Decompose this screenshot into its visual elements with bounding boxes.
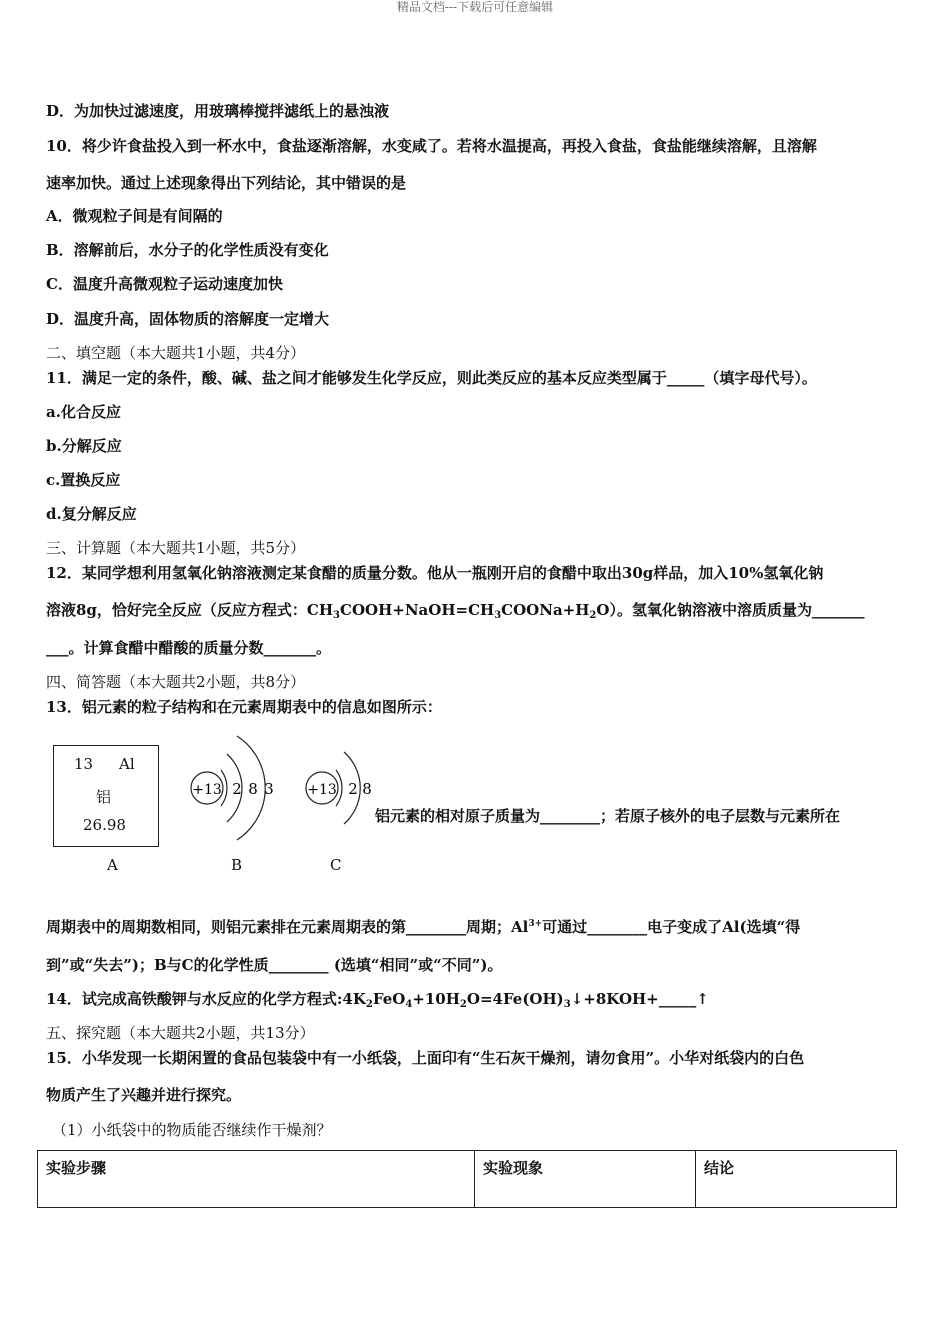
q12-text: O）。氢氧化钠溶液中溶质质量为_______: [596, 601, 865, 619]
q13-text-right: 铝元素的相对原子质量为________；若原子核外的电子层数与元素所在: [375, 807, 841, 825]
q13-text: 可通过________电子变成了Al(选填“得: [542, 918, 801, 936]
q10-stem-1: 10．将少许食盐投入到一杯水中，食盐逐渐溶解，水变咸了。若将水温提高，再投入食盐，食盐能继续溶解，且溶解: [46, 137, 817, 155]
q10-option-b: B．溶解前后，水分子的化学性质没有变化: [46, 241, 329, 259]
electron-count: 2: [348, 780, 358, 798]
electron-count: 3: [264, 780, 274, 798]
q13-stem: 13．铝元素的粒子结构和在元素周期表中的信息如图所示：: [46, 698, 442, 716]
q10-option-a: A．微观粒子间是有间隔的: [46, 207, 223, 225]
subscript: 2: [589, 610, 597, 621]
electron-count: 2: [232, 780, 242, 798]
q11-option-c: c.置换反应: [46, 471, 121, 489]
section-2-heading: 二、填空题（本大题共1小题，共4分）: [46, 344, 306, 362]
q9-option-d: D．为加快过滤速度，用玻璃棒搅拌滤纸上的悬浊液: [46, 102, 390, 120]
table-header-cell: 结论: [696, 1151, 897, 1208]
q14-text: 14．试完成高铁酸钾与水反应的化学方程式:4K: [46, 990, 366, 1008]
figure-label-b: B: [231, 856, 243, 874]
table-header-row: [38, 1151, 897, 1208]
element-symbol: Al: [119, 755, 135, 773]
subscript: 3: [333, 610, 341, 621]
q13-text: 周期表中的周期数相同，则铝元素排在元素周期表的第________周期；Al: [46, 918, 529, 936]
q13-text-3: 到”或“失去”)；B与C的化学性质________ (选填“相同”或“不同”)。: [46, 956, 503, 974]
q12-text: COONa+H: [501, 601, 590, 619]
subscript: 2: [365, 999, 373, 1010]
atom-structure-b: [185, 730, 285, 845]
q12-stem-3: ___。计算食醋中醋酸的质量分数_______。: [46, 639, 332, 657]
electron-count: 8: [248, 780, 258, 798]
q14-text: O=4Fe(OH): [466, 990, 564, 1008]
table-header-cell: 实验步骤: [38, 1151, 475, 1208]
subscript: 3: [494, 610, 502, 621]
section-5-heading: 五、探究题（本大题共2小题，共13分）: [46, 1024, 315, 1042]
q15-stem-1: 15．小华发现一长期闲置的食品包装袋中有一小纸袋，上面印有“生石灰干燥剂，请勿食用”。小华对纸袋内的白色: [46, 1049, 805, 1067]
q12-stem-2: [46, 600, 864, 620]
atomic-number: 13: [74, 755, 94, 773]
q12-text: COOH+NaOH=CH: [340, 601, 495, 619]
table-header-cell: 实验现象: [475, 1151, 696, 1208]
nucleus-charge: +13: [192, 782, 222, 798]
q12-stem-1: 12．某同学想利用氢氧化钠溶液测定某食醋的质量分数。他从一瓶刚开启的食醋中取出30g样品，加入10%氢氧化钠: [46, 564, 824, 582]
subscript: 4: [405, 999, 413, 1010]
q11-stem: 11．满足一定的条件，酸、碱、盐之间才能够发生化学反应，则此类反应的基本反应类型属于_____（填字母代号）。: [46, 369, 817, 387]
q14-stem: [46, 989, 709, 1009]
q11-option-a: a.化合反应: [46, 403, 121, 421]
q15-stem-2: 物质产生了兴趣并进行探究。: [46, 1086, 242, 1104]
section-3-heading: 三、计算题（本大题共1小题，共5分）: [46, 539, 306, 557]
section-4-heading: 四、简答题（本大题共2小题，共8分）: [46, 673, 306, 691]
subscript: 3: [563, 999, 571, 1010]
q11-option-d: d.复分解反应: [46, 505, 137, 523]
atomic-mass: 26.98: [83, 816, 126, 834]
electron-shell: [221, 770, 227, 806]
q10-option-c: C．温度升高微观粒子运动速度加快: [46, 275, 283, 293]
q15-subquestion-1: （1）小纸袋中的物质能否继续作干燥剂？: [52, 1121, 332, 1139]
q13-text-2: [46, 917, 800, 937]
figure-label-c: C: [330, 856, 342, 874]
nucleus-charge: +13: [307, 782, 337, 798]
element-name: 铝: [96, 788, 112, 806]
q14-text: ↓+8KOH+_____↑: [570, 990, 709, 1008]
experiment-table: [37, 1150, 897, 1208]
page-header: 精品文档---下载后可任意编辑: [396, 0, 554, 14]
figure-label-a: A: [107, 856, 118, 874]
superscript: 3+: [528, 919, 543, 929]
electron-shell: [336, 770, 342, 806]
q11-option-b: b.分解反应: [46, 437, 122, 455]
atom-structure-c: [300, 730, 380, 845]
q14-text: FeO: [372, 990, 406, 1008]
element-box: [53, 745, 159, 847]
electron-count: 8: [362, 780, 372, 798]
q10-option-d: D．温度升高，固体物质的溶解度一定增大: [46, 310, 330, 328]
q12-text: 溶液8g，恰好完全反应（反应方程式：CH: [46, 601, 334, 619]
subscript: 2: [459, 999, 467, 1010]
q14-text: +10H: [412, 990, 460, 1008]
q10-stem-2: 速率加快。通过上述现象得出下列结论，其中错误的是: [46, 174, 407, 192]
